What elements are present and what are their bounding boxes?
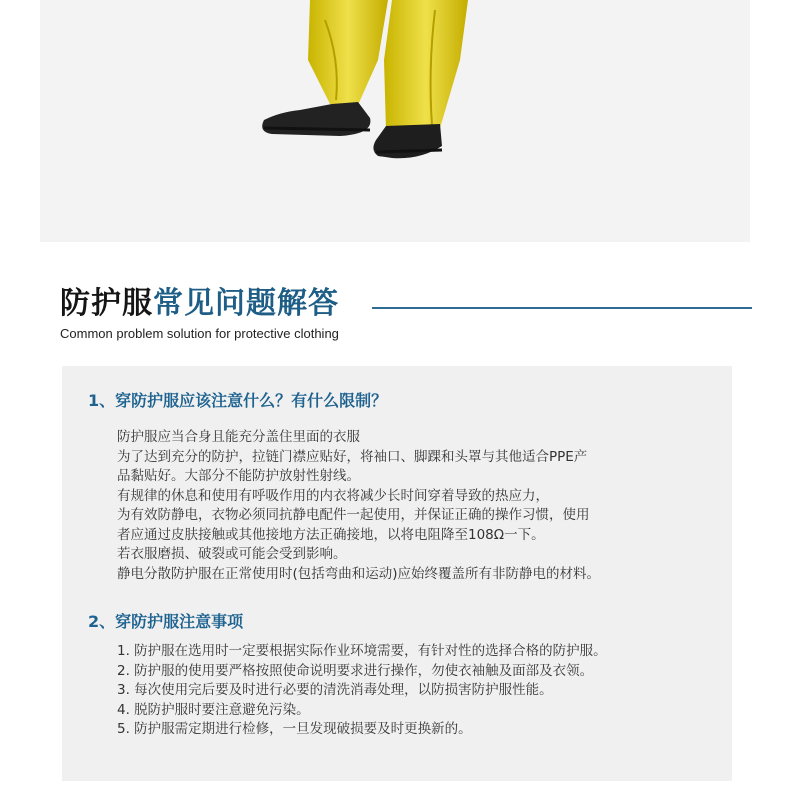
answer-line: 者应通过皮肤接触或其他接地方法正确接地，以将电阻降至108Ω一下。 <box>117 526 545 543</box>
question-1-answer <box>117 428 600 584</box>
answer-line: 1. 防护服在选用时一定要根据实际作业环境需要，有针对性的选择合格的防护服。 <box>117 643 607 659</box>
section-heading <box>60 284 339 341</box>
product-photo <box>40 0 750 242</box>
answer-line: 为有效防静电，衣物必须同抗静电配件一起使用，并保证正确的操作习惯，使用 <box>117 507 590 523</box>
answer-line: 静电分散防护服在正常使用时(包括弯曲和运动)应始终覆盖所有非防静电的材料。 <box>117 565 601 582</box>
answer-line: 为了达到充分的防护，拉链门襟应贴好，将袖口、脚踝和头罩与其他适合PPE产 <box>117 448 588 465</box>
page-title-part1: 防护服 <box>60 286 153 321</box>
heading-divider <box>372 307 752 309</box>
page-title-part2: 常见问题解答 <box>153 286 339 321</box>
answer-line: 防护服应当合身且能充分盖住里面的衣服 <box>117 429 360 445</box>
page-subtitle: Common problem solution for protective clothing <box>60 326 339 341</box>
question-2-title: 2、穿防护服注意事项 <box>88 612 244 631</box>
person-in-yellow-protective-suit-legs-icon <box>40 0 750 242</box>
answer-line: 3. 每次使用完后要及时进行必要的清洗消毒处理，以防损害防护服性能。 <box>117 682 553 698</box>
answer-line: 2. 防护服的使用要严格按照使命说明要求进行操作，勿使衣袖触及面部及衣领。 <box>117 662 594 679</box>
faq-panel <box>62 366 732 781</box>
answer-line: 品黏贴好。大部分不能防护放射性射线。 <box>117 468 360 484</box>
answer-line: 若衣服磨损、破裂或可能会受到影响。 <box>117 546 347 562</box>
page-title <box>60 284 339 324</box>
answer-line: 5. 防护服需定期进行检修，一旦发现破损要及时更换新的。 <box>117 721 472 737</box>
question-1-title: 1、穿防护服应该注意什么？有什么限制？ <box>88 391 388 410</box>
answer-line: 4. 脱防护服时要注意避免污染。 <box>117 701 310 718</box>
question-2-answer <box>117 642 607 740</box>
answer-line: 有规律的休息和使用有呼吸作用的内衣将减少长时间穿着导致的热应力， <box>117 487 549 504</box>
